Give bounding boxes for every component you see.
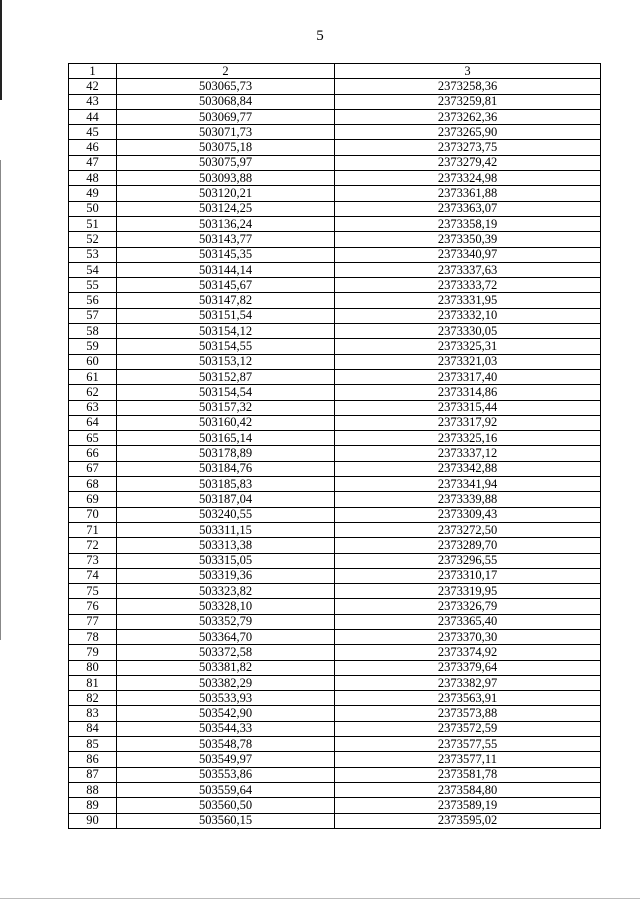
point-number-cell: 69 xyxy=(69,492,117,507)
x-coordinate-cell: 503145,35 xyxy=(117,247,335,262)
y-coordinate-cell: 2373361,88 xyxy=(335,186,601,201)
x-coordinate-cell: 503315,05 xyxy=(117,553,335,568)
y-coordinate-cell: 2373584,80 xyxy=(335,782,601,797)
scan-edge-mark xyxy=(0,160,1,640)
point-number-cell: 49 xyxy=(69,186,117,201)
point-number-cell: 48 xyxy=(69,171,117,186)
point-number-cell: 45 xyxy=(69,125,117,140)
point-number-cell: 50 xyxy=(69,201,117,216)
point-number-cell: 63 xyxy=(69,400,117,415)
point-number-cell: 51 xyxy=(69,216,117,231)
x-coordinate-cell: 503160,42 xyxy=(117,415,335,430)
x-coordinate-cell: 503151,54 xyxy=(117,308,335,323)
y-coordinate-cell: 2373365,40 xyxy=(335,614,601,629)
y-coordinate-cell: 2373262,36 xyxy=(335,109,601,124)
table-row xyxy=(69,385,601,400)
y-coordinate-cell: 2373350,39 xyxy=(335,232,601,247)
y-coordinate-cell: 2373279,42 xyxy=(335,155,601,170)
point-number-cell: 46 xyxy=(69,140,117,155)
y-coordinate-cell: 2373577,11 xyxy=(335,752,601,767)
page-bottom-edge xyxy=(0,898,640,899)
table-row xyxy=(69,400,601,415)
y-coordinate-cell: 2373259,81 xyxy=(335,94,601,109)
table-row xyxy=(69,278,601,293)
point-number-cell: 80 xyxy=(69,660,117,675)
table-row xyxy=(69,308,601,323)
point-number-cell: 86 xyxy=(69,752,117,767)
point-number-cell: 79 xyxy=(69,645,117,660)
x-coordinate-cell: 503382,29 xyxy=(117,675,335,690)
y-coordinate-cell: 2373325,16 xyxy=(335,431,601,446)
table-row xyxy=(69,339,601,354)
point-number-cell: 81 xyxy=(69,675,117,690)
point-number-cell: 59 xyxy=(69,339,117,354)
point-number-cell: 74 xyxy=(69,568,117,583)
x-coordinate-cell: 503144,14 xyxy=(117,262,335,277)
point-number-cell: 72 xyxy=(69,538,117,553)
table-row xyxy=(69,706,601,721)
table-row xyxy=(69,155,601,170)
table-row xyxy=(69,171,601,186)
point-number-cell: 58 xyxy=(69,324,117,339)
point-number-cell: 85 xyxy=(69,737,117,752)
y-coordinate-cell: 2373341,94 xyxy=(335,477,601,492)
x-coordinate-cell: 503184,76 xyxy=(117,461,335,476)
y-coordinate-cell: 2373258,36 xyxy=(335,79,601,94)
point-number-cell: 76 xyxy=(69,599,117,614)
table-row xyxy=(69,522,601,537)
x-coordinate-cell: 503381,82 xyxy=(117,660,335,675)
y-coordinate-cell: 2373325,31 xyxy=(335,339,601,354)
table-row xyxy=(69,798,601,813)
y-coordinate-cell: 2373310,17 xyxy=(335,568,601,583)
point-number-cell: 53 xyxy=(69,247,117,262)
x-coordinate-cell: 503154,55 xyxy=(117,339,335,354)
x-coordinate-cell: 503240,55 xyxy=(117,507,335,522)
point-number-cell: 62 xyxy=(69,385,117,400)
x-coordinate-cell: 503071,73 xyxy=(117,125,335,140)
column-header: 3 xyxy=(335,64,601,79)
table-row xyxy=(69,721,601,736)
y-coordinate-cell: 2373370,30 xyxy=(335,629,601,644)
y-coordinate-cell: 2373319,95 xyxy=(335,584,601,599)
y-coordinate-cell: 2373337,63 xyxy=(335,262,601,277)
x-coordinate-cell: 503136,24 xyxy=(117,216,335,231)
y-coordinate-cell: 2373382,97 xyxy=(335,675,601,690)
y-coordinate-cell: 2373289,70 xyxy=(335,538,601,553)
x-coordinate-cell: 503143,77 xyxy=(117,232,335,247)
point-number-cell: 73 xyxy=(69,553,117,568)
x-coordinate-cell: 503093,88 xyxy=(117,171,335,186)
y-coordinate-cell: 2373577,55 xyxy=(335,737,601,752)
table-row xyxy=(69,782,601,797)
y-coordinate-cell: 2373314,86 xyxy=(335,385,601,400)
y-coordinate-cell: 2373309,43 xyxy=(335,507,601,522)
y-coordinate-cell: 2373272,50 xyxy=(335,522,601,537)
y-coordinate-cell: 2373337,12 xyxy=(335,446,601,461)
point-number-cell: 42 xyxy=(69,79,117,94)
y-coordinate-cell: 2373332,10 xyxy=(335,308,601,323)
x-coordinate-cell: 503549,97 xyxy=(117,752,335,767)
y-coordinate-cell: 2373317,40 xyxy=(335,369,601,384)
y-coordinate-cell: 2373340,97 xyxy=(335,247,601,262)
x-coordinate-cell: 503154,54 xyxy=(117,385,335,400)
table-row xyxy=(69,446,601,461)
coordinates-table xyxy=(68,63,601,829)
table-row xyxy=(69,629,601,644)
point-number-cell: 82 xyxy=(69,691,117,706)
y-coordinate-cell: 2373339,88 xyxy=(335,492,601,507)
point-number-cell: 89 xyxy=(69,798,117,813)
table-row xyxy=(69,752,601,767)
column-header: 2 xyxy=(117,64,335,79)
table-row xyxy=(69,568,601,583)
point-number-cell: 90 xyxy=(69,813,117,828)
table-row xyxy=(69,645,601,660)
x-coordinate-cell: 503120,21 xyxy=(117,186,335,201)
x-coordinate-cell: 503178,89 xyxy=(117,446,335,461)
table-row xyxy=(69,691,601,706)
table-row xyxy=(69,293,601,308)
y-coordinate-cell: 2373321,03 xyxy=(335,354,601,369)
table-row xyxy=(69,767,601,782)
x-coordinate-cell: 503153,12 xyxy=(117,354,335,369)
y-coordinate-cell: 2373326,79 xyxy=(335,599,601,614)
x-coordinate-cell: 503075,18 xyxy=(117,140,335,155)
x-coordinate-cell: 503147,82 xyxy=(117,293,335,308)
column-header: 1 xyxy=(69,64,117,79)
table-row xyxy=(69,477,601,492)
point-number-cell: 64 xyxy=(69,415,117,430)
y-coordinate-cell: 2373315,44 xyxy=(335,400,601,415)
x-coordinate-cell: 503548,78 xyxy=(117,737,335,752)
point-number-cell: 67 xyxy=(69,461,117,476)
point-number-cell: 43 xyxy=(69,94,117,109)
table-row xyxy=(69,201,601,216)
y-coordinate-cell: 2373331,95 xyxy=(335,293,601,308)
point-number-cell: 60 xyxy=(69,354,117,369)
x-coordinate-cell: 503069,77 xyxy=(117,109,335,124)
point-number-cell: 77 xyxy=(69,614,117,629)
table-body xyxy=(69,79,601,829)
table-row xyxy=(69,507,601,522)
table-row xyxy=(69,553,601,568)
x-coordinate-cell: 503165,14 xyxy=(117,431,335,446)
x-coordinate-cell: 503154,12 xyxy=(117,324,335,339)
table-row xyxy=(69,247,601,262)
x-coordinate-cell: 503533,93 xyxy=(117,691,335,706)
x-coordinate-cell: 503560,50 xyxy=(117,798,335,813)
point-number-cell: 65 xyxy=(69,431,117,446)
table-row xyxy=(69,614,601,629)
table-row xyxy=(69,538,601,553)
table-row xyxy=(69,675,601,690)
table-row xyxy=(69,232,601,247)
x-coordinate-cell: 503152,87 xyxy=(117,369,335,384)
y-coordinate-cell: 2373317,92 xyxy=(335,415,601,430)
table-row xyxy=(69,324,601,339)
point-number-cell: 66 xyxy=(69,446,117,461)
table-row xyxy=(69,660,601,675)
table-row xyxy=(69,109,601,124)
point-number-cell: 47 xyxy=(69,155,117,170)
y-coordinate-cell: 2373581,78 xyxy=(335,767,601,782)
point-number-cell: 61 xyxy=(69,369,117,384)
y-coordinate-cell: 2373379,64 xyxy=(335,660,601,675)
y-coordinate-cell: 2373563,91 xyxy=(335,691,601,706)
x-coordinate-cell: 503075,97 xyxy=(117,155,335,170)
table-row xyxy=(69,216,601,231)
page-number: 5 xyxy=(316,28,324,44)
x-coordinate-cell: 503145,67 xyxy=(117,278,335,293)
x-coordinate-cell: 503372,58 xyxy=(117,645,335,660)
table-row xyxy=(69,813,601,828)
y-coordinate-cell: 2373573,88 xyxy=(335,706,601,721)
point-number-cell: 44 xyxy=(69,109,117,124)
point-number-cell: 52 xyxy=(69,232,117,247)
y-coordinate-cell: 2373324,98 xyxy=(335,171,601,186)
y-coordinate-cell: 2373358,19 xyxy=(335,216,601,231)
y-coordinate-cell: 2373589,19 xyxy=(335,798,601,813)
table-row xyxy=(69,186,601,201)
x-coordinate-cell: 503065,73 xyxy=(117,79,335,94)
y-coordinate-cell: 2373273,75 xyxy=(335,140,601,155)
x-coordinate-cell: 503352,79 xyxy=(117,614,335,629)
x-coordinate-cell: 503157,32 xyxy=(117,400,335,415)
point-number-cell: 55 xyxy=(69,278,117,293)
x-coordinate-cell: 503559,64 xyxy=(117,782,335,797)
table-row xyxy=(69,94,601,109)
point-number-cell: 56 xyxy=(69,293,117,308)
x-coordinate-cell: 503544,33 xyxy=(117,721,335,736)
table-row xyxy=(69,584,601,599)
table-row xyxy=(69,737,601,752)
y-coordinate-cell: 2373595,02 xyxy=(335,813,601,828)
x-coordinate-cell: 503313,38 xyxy=(117,538,335,553)
x-coordinate-cell: 503553,86 xyxy=(117,767,335,782)
y-coordinate-cell: 2373333,72 xyxy=(335,278,601,293)
x-coordinate-cell: 503323,82 xyxy=(117,584,335,599)
table-header-row xyxy=(69,64,601,79)
table-row xyxy=(69,354,601,369)
point-number-cell: 70 xyxy=(69,507,117,522)
y-coordinate-cell: 2373330,05 xyxy=(335,324,601,339)
x-coordinate-cell: 503311,15 xyxy=(117,522,335,537)
table-row xyxy=(69,415,601,430)
table-row xyxy=(69,369,601,384)
table-row xyxy=(69,599,601,614)
table-row xyxy=(69,140,601,155)
point-number-cell: 88 xyxy=(69,782,117,797)
table-row xyxy=(69,125,601,140)
y-coordinate-cell: 2373572,59 xyxy=(335,721,601,736)
y-coordinate-cell: 2373374,92 xyxy=(335,645,601,660)
table-row xyxy=(69,79,601,94)
point-number-cell: 75 xyxy=(69,584,117,599)
scan-edge-mark xyxy=(0,0,2,100)
point-number-cell: 68 xyxy=(69,477,117,492)
x-coordinate-cell: 503185,83 xyxy=(117,477,335,492)
point-number-cell: 57 xyxy=(69,308,117,323)
table-row xyxy=(69,492,601,507)
table-row xyxy=(69,461,601,476)
y-coordinate-cell: 2373342,88 xyxy=(335,461,601,476)
x-coordinate-cell: 503560,15 xyxy=(117,813,335,828)
x-coordinate-cell: 503328,10 xyxy=(117,599,335,614)
point-number-cell: 78 xyxy=(69,629,117,644)
x-coordinate-cell: 503364,70 xyxy=(117,629,335,644)
y-coordinate-cell: 2373296,55 xyxy=(335,553,601,568)
point-number-cell: 87 xyxy=(69,767,117,782)
table-row xyxy=(69,262,601,277)
table-row xyxy=(69,431,601,446)
point-number-cell: 84 xyxy=(69,721,117,736)
x-coordinate-cell: 503319,36 xyxy=(117,568,335,583)
x-coordinate-cell: 503187,04 xyxy=(117,492,335,507)
x-coordinate-cell: 503124,25 xyxy=(117,201,335,216)
point-number-cell: 83 xyxy=(69,706,117,721)
y-coordinate-cell: 2373265,90 xyxy=(335,125,601,140)
x-coordinate-cell: 503542,90 xyxy=(117,706,335,721)
point-number-cell: 71 xyxy=(69,522,117,537)
point-number-cell: 54 xyxy=(69,262,117,277)
y-coordinate-cell: 2373363,07 xyxy=(335,201,601,216)
x-coordinate-cell: 503068,84 xyxy=(117,94,335,109)
